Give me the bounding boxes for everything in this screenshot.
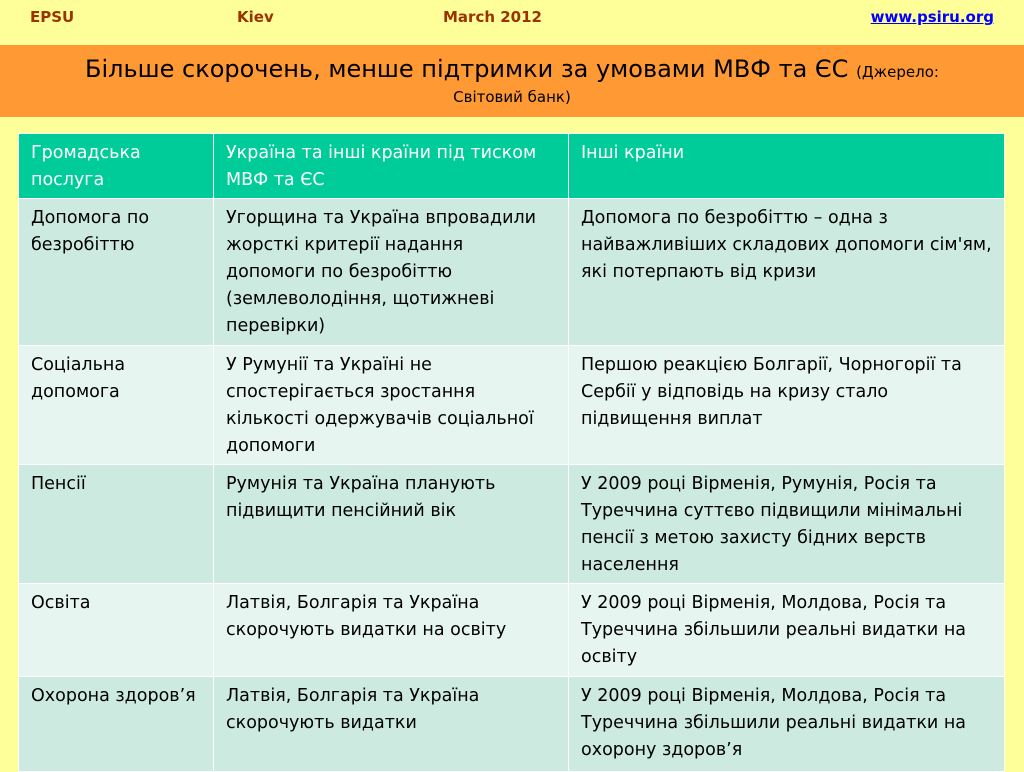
column-header-other: Інші країни [569,134,1005,199]
table-cell-other: У 2009 році Вірменія, Молдова, Росія та Туреччина збільшили реальні видатки на охорону здоров’я [569,677,1005,772]
table-cell-service: Допомога по безробіттю [19,199,214,346]
title-line [0,54,1024,87]
table-cell-imf-eu: У Румунії та Україні не спостерігається зростання кількості одержувачів соціальної допомоги [214,346,569,465]
org-label: EPSU [30,8,75,26]
source-note-end: Світовий банк) [453,88,571,106]
table-cell-other: Першою реакцією Болгарії, Чорногорії та Сербії у відповідь на кризу стало підвищення виплат [569,346,1005,465]
source-note-start: (Джерело: [856,63,939,81]
table-cell-imf-eu: Румунія та Україна планують підвищити пенсійний вік [214,465,569,584]
city-label: Kiev [237,8,274,26]
table-cell-imf-eu: Угорщина та Україна впровадили жорсткі критерії надання допомоги по безробіттю (землеволодіння, щотижневі перевірки) [214,199,569,346]
website-link[interactable]: www.psiru.org [870,8,994,26]
column-header-imf-eu: Україна та інші країни під тиском МВФ та ЄС [214,134,569,199]
table-cell-service: Пенсії [19,465,214,584]
table-row [19,199,1005,346]
date-label: March 2012 [443,8,542,26]
table-cell-other: У 2009 році Вірменія, Молдова, Росія та Туреччина збільшили реальні видатки на освіту [569,584,1005,677]
table-row [19,584,1005,677]
table-cell-imf-eu: Латвія, Болгарія та Україна скорочують видатки [214,677,569,772]
column-header-service: Громадська послуга [19,134,214,199]
table-cell-service: Соціальна допомога [19,346,214,465]
table-header-row [19,134,1005,199]
table-cell-service: Охорона здоров’я [19,677,214,772]
table-cell-other: Допомога по безробіттю – одна з найважливіших складових допомоги сім'ям, які потерпають від кризи [569,199,1005,346]
table-row [19,346,1005,465]
comparison-table [18,133,1005,772]
title-banner [0,45,1024,117]
table-cell-imf-eu: Латвія, Болгарія та Україна скорочують видатки на освіту [214,584,569,677]
slide-title: Більше скорочень, менше підтримки за умовами МВФ та ЄС [85,55,849,83]
table-row [19,465,1005,584]
table-cell-service: Освіта [19,584,214,677]
table-cell-other: У 2009 році Вірменія, Румунія, Росія та Туреччина суттєво підвищили мінімальні пенсії з метою захисту бідних верств населення [569,465,1005,584]
table-row [19,677,1005,772]
top-bar [0,0,1024,40]
